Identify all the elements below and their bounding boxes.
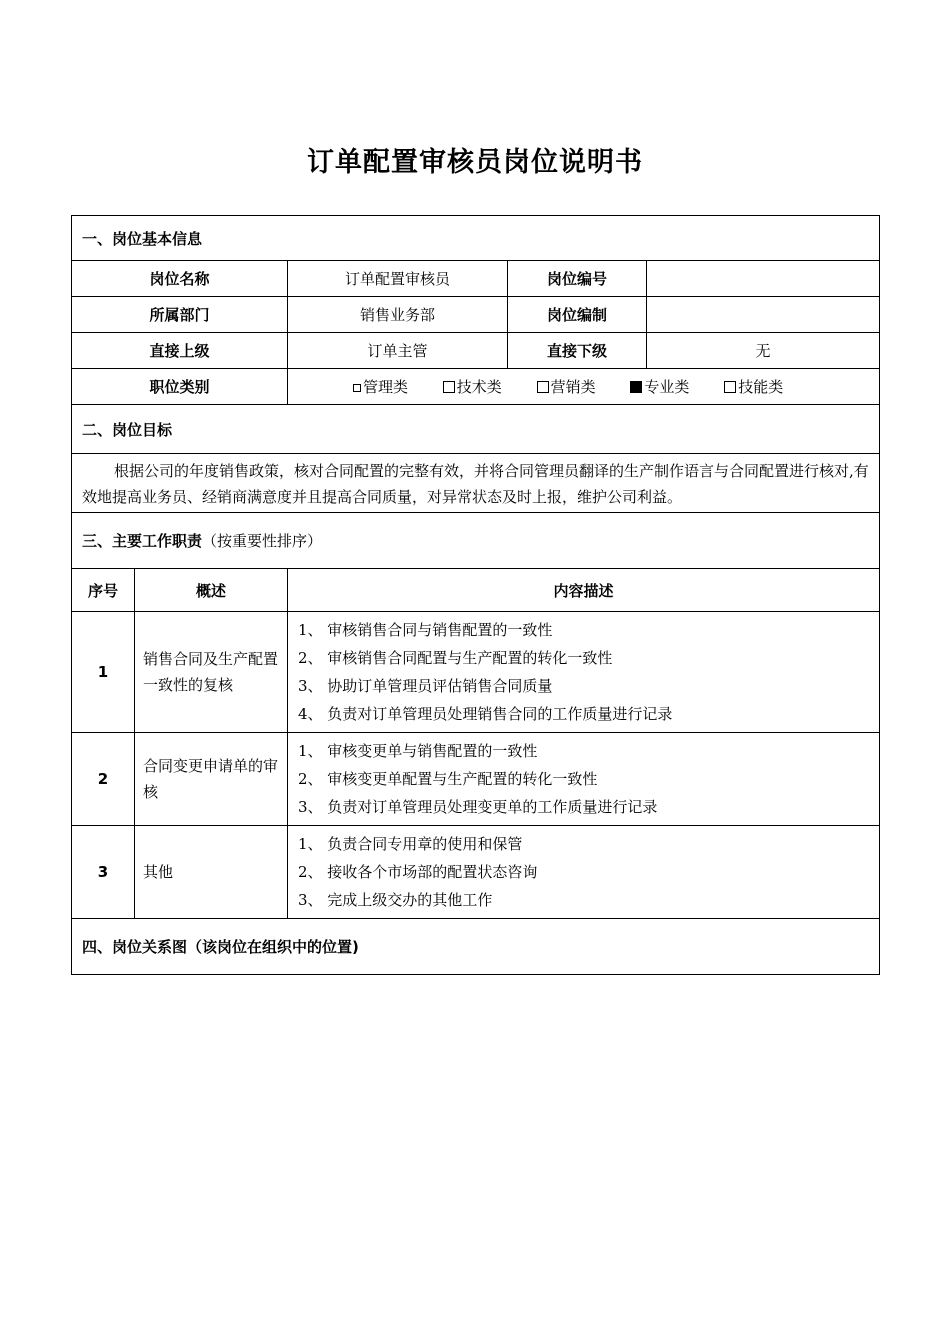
duty-item: 3、 负责对订单管理员处理变更单的工作质量进行记录 [298,798,658,816]
department-label: 所属部门 [72,297,288,333]
duty-item: 2、 接收各个市场部的配置状态咨询 [298,863,538,881]
section-duties-row [72,513,880,569]
category-option-professional[interactable]: 专业类 [630,376,689,397]
supervisor-value: 订单主管 [288,333,508,369]
headcount-label: 岗位编制 [508,297,647,333]
section-basic-info-row [72,216,880,261]
category-option-technical[interactable]: 技术类 [443,376,502,397]
duty-number: 1 [72,612,135,733]
category-row [72,369,880,405]
category-option-marketing[interactable]: 营销类 [537,376,596,397]
duty-number: 3 [72,826,135,919]
section-basic-info-heading: 一、岗位基本信息 [72,216,880,261]
duty-number: 2 [72,733,135,826]
supervisor-label: 直接上级 [72,333,288,369]
section-goal-heading: 二、岗位目标 [72,405,880,454]
duty-item: 1、 审核销售合同与销售配置的一致性 [298,621,553,639]
checkbox-icon [353,384,361,392]
info-row [72,333,880,369]
duty-summary: 其他 [135,826,288,919]
goal-row [72,454,880,513]
duty-row [72,826,880,919]
column-header-summary: 概述 [135,569,288,612]
duty-row [72,612,880,733]
position-code-label: 岗位编号 [508,261,647,297]
duty-item: 2、 审核销售合同配置与生产配置的转化一致性 [298,649,613,667]
section-relationship-heading: 四、岗位关系图（该岗位在组织中的位置) [72,919,880,975]
subordinate-label: 直接下级 [508,333,647,369]
duty-summary: 合同变更申请单的审核 [135,733,288,826]
duty-items [288,826,880,919]
goal-text: 根据公司的年度销售政策，核对合同配置的完整有效，并将合同管理员翻译的生产制作语言与合同配置进行核对,有效地提高业务员、经销商满意度并且提高合同质量，对异常状态及时上报，维护公司利益。 [72,454,880,513]
duty-items [288,733,880,826]
duty-items [288,612,880,733]
section-duties-heading: 三、主要工作职责（按重要性排序） [72,513,880,569]
checkbox-icon [443,381,455,393]
duty-item: 3、 完成上级交办的其他工作 [298,891,493,909]
department-value: 销售业务部 [288,297,508,333]
column-header-description: 内容描述 [288,569,880,612]
duty-item: 3、 协助订单管理员评估销售合同质量 [298,677,553,695]
duty-item: 4、 负责对订单管理员处理销售合同的工作质量进行记录 [298,705,673,723]
checkbox-icon [537,381,549,393]
document-title: 订单配置审核员岗位说明书 [307,147,643,178]
checkbox-checked-icon [630,381,642,393]
headcount-value [647,297,880,333]
job-description-table [71,215,880,975]
info-row [72,297,880,333]
duty-summary: 销售合同及生产配置一致性的复核 [135,612,288,733]
category-option-management[interactable]: 管理类 [353,376,408,397]
checkbox-icon [724,381,736,393]
duty-item: 2、 审核变更单配置与生产配置的转化一致性 [298,770,598,788]
category-label: 职位类别 [72,369,288,405]
position-name-value: 订单配置审核员 [288,261,508,297]
section-goal-row [72,405,880,454]
info-row [72,261,880,297]
duty-item: 1、 负责合同专用章的使用和保管 [298,835,523,853]
position-code-value [647,261,880,297]
category-options [288,369,880,405]
duty-row [72,733,880,826]
duty-item: 1、 审核变更单与销售配置的一致性 [298,742,538,760]
duties-header-row [72,569,880,612]
category-option-skilled[interactable]: 技能类 [724,376,783,397]
subordinate-value: 无 [647,333,880,369]
section-duties-note: （按重要性排序） [202,532,323,550]
column-header-no: 序号 [72,569,135,612]
section-relationship-row [72,919,880,975]
position-name-label: 岗位名称 [72,261,288,297]
